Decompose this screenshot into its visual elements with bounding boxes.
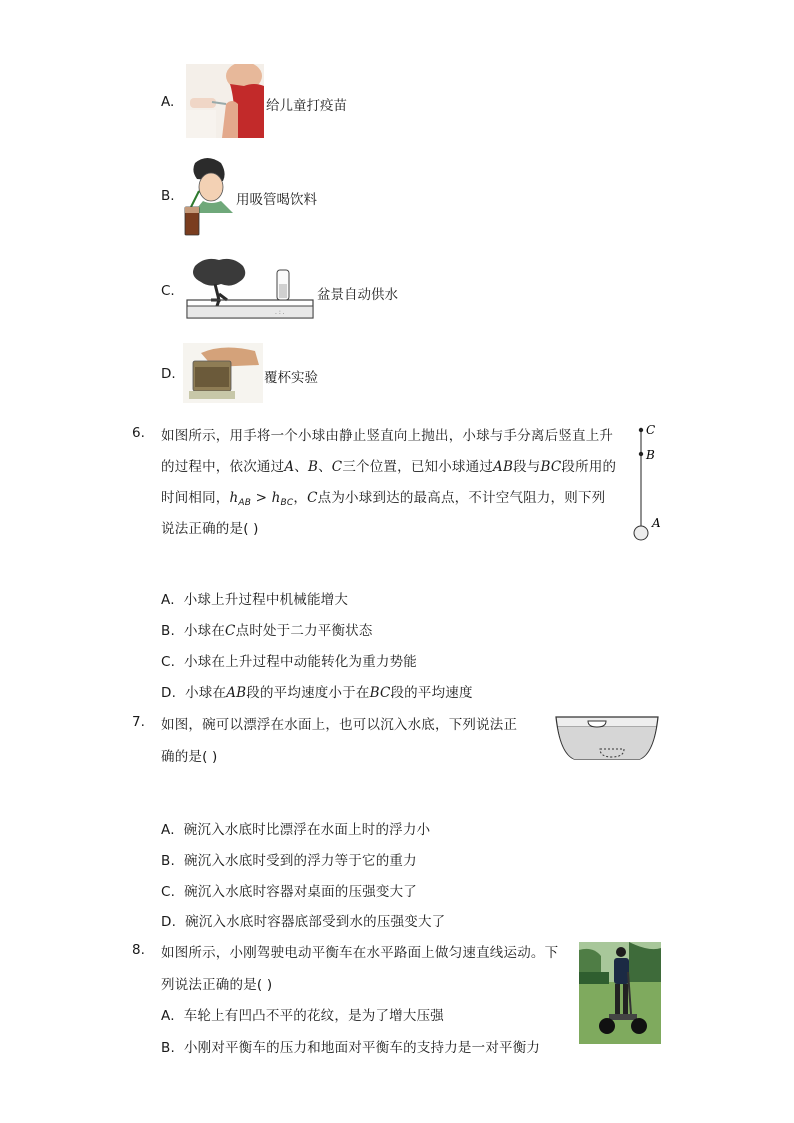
diagram-label-b: B	[646, 448, 655, 462]
q6-stem-line-2: 的过程中，依次通过A、B、C三个位置，已知小球通过AB段与BC段所用的	[161, 459, 617, 475]
child-vaccination-photo	[186, 64, 264, 138]
q7-option-b: B. 碗沉入水底时受到的浮力等于它的重力	[161, 853, 417, 869]
q6-number: 6.	[132, 425, 145, 441]
q7-option-d: D. 碗沉入水底时容器底部受到水的压强变大了	[161, 914, 446, 930]
q7-option-a: A. 碗沉入水底时比漂浮在水面上时的浮力小	[161, 822, 431, 838]
q6-stem-line-4: 说法正确的是( )	[161, 521, 259, 537]
q5-option-c-text: 盆景自动供水	[317, 287, 398, 303]
q5-option-d-text: 覆杯实验	[264, 370, 318, 386]
q8-stem-line-1: 如图所示，小刚驾驶电动平衡车在水平路面上做匀速直线运动。下	[161, 945, 559, 961]
diagram-label-c: C	[646, 423, 656, 437]
diagram-label-a: A	[652, 516, 661, 530]
q7-stem-line-2: 确的是( )	[161, 749, 218, 765]
q6-stem-line-3: 时间相同，$h_{AB} > h_{BC}$，C点为小球到达的最高点，不计空气阻力，则下列	[161, 490, 606, 508]
q5-option-c-letter: C.	[161, 283, 175, 299]
q8-number: 8.	[132, 942, 145, 958]
q6-option-a: A. 小球上升过程中机械能增大	[161, 592, 349, 608]
boy-drinking-straw-illustration	[183, 155, 235, 237]
q5-option-a-text: 给儿童打疫苗	[266, 98, 347, 114]
q8-stem-line-2: 列说法正确的是( )	[161, 977, 273, 993]
q5-option-d-letter: D.	[161, 366, 176, 382]
q7-option-c: C. 碗沉入水底时容器对桌面的压强变大了	[161, 884, 418, 900]
q7-stem-line-1: 如图，碗可以漂浮在水面上，也可以沉入水底，下列说法正	[161, 717, 518, 733]
svg-text:. : .: . : .	[275, 309, 285, 316]
q6-option-b: B. 小球在C点时处于二力平衡状态	[161, 623, 373, 639]
q5-option-b-text: 用吸管喝饮料	[236, 192, 317, 208]
q6-option-c: C. 小球在上升过程中动能转化为重力势能	[161, 654, 418, 670]
ball-trajectory-diagram	[628, 420, 668, 545]
inverted-cup-experiment-photo	[183, 343, 263, 403]
q8-option-a: A. 车轮上有凹凸不平的花纹，是为了增大压强	[161, 1008, 444, 1024]
q6-option-d: D. 小球在AB段的平均速度小于在BC段的平均速度	[161, 685, 473, 701]
q5-option-b-letter: B.	[161, 188, 175, 204]
balance-scooter-photo	[579, 942, 661, 1044]
bowl-in-water-diagram	[554, 713, 660, 763]
q6-stem-line-1: 如图所示，用手将一个小球由静止竖直向上抛出，小球与手分离后竖直上升	[161, 428, 614, 444]
q5-option-a-letter: A.	[161, 94, 175, 110]
q7-number: 7.	[132, 714, 145, 730]
q8-option-b: B. 小刚对平衡车的压力和地面对平衡车的支持力是一对平衡力	[161, 1040, 541, 1056]
bonsai-auto-watering-diagram	[185, 256, 315, 324]
